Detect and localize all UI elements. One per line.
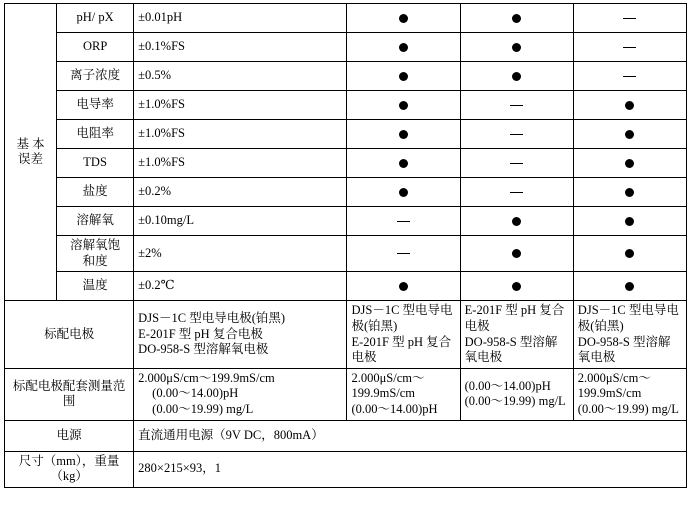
electrode-row-label: 标配电极 xyxy=(5,301,134,369)
range-line: (0.00～19.99) mg/L xyxy=(464,394,566,409)
mark-col3 xyxy=(573,178,686,207)
table-row xyxy=(5,272,687,301)
param-value: ±1.0%FS xyxy=(134,120,347,149)
param-name: 温度 xyxy=(57,272,134,301)
range-line: (0.00～14.00)pH xyxy=(152,386,239,401)
dash-icon xyxy=(623,76,636,77)
electrode-cell-4 xyxy=(573,301,686,369)
dot-icon xyxy=(625,159,634,168)
mark-col1 xyxy=(347,236,460,272)
table-row xyxy=(5,62,687,91)
dot-icon xyxy=(512,72,521,81)
param-name: 电阻率 xyxy=(57,120,134,149)
param-value: ±2% xyxy=(134,236,347,272)
dash-icon xyxy=(397,221,410,222)
mark-col1 xyxy=(347,33,460,62)
dash-icon xyxy=(510,134,523,135)
size-row-value: 280×215×93，1 xyxy=(134,451,687,487)
param-name: 盐度 xyxy=(57,178,134,207)
table-row-power xyxy=(5,420,687,451)
electrode-line: DO-958-S 型溶解氧电极 xyxy=(138,342,269,357)
param-value: ±1.0%FS xyxy=(134,149,347,178)
mark-col1 xyxy=(347,62,460,91)
electrode-line: DO-958-S 型溶解氧电极 xyxy=(577,334,671,365)
dash-icon xyxy=(397,253,410,254)
electrode-line: DJS－1C 型电导电极(铂黑) xyxy=(351,303,453,333)
mark-col3 xyxy=(573,62,686,91)
table-row xyxy=(5,91,687,120)
size-label-line1: 尺寸（mm），重量 xyxy=(18,453,120,468)
dot-icon xyxy=(625,282,634,291)
mark-col3 xyxy=(573,272,686,301)
dash-icon xyxy=(510,105,523,106)
electrode-line: E-201F 型 pH 复合电极 xyxy=(351,334,452,365)
table-row xyxy=(5,207,687,236)
mark-col3 xyxy=(573,149,686,178)
mark-col3 xyxy=(573,207,686,236)
mark-col1 xyxy=(347,207,460,236)
dot-icon xyxy=(625,101,634,110)
mark-col2 xyxy=(460,120,573,149)
param-name: ORP xyxy=(57,33,134,62)
table-row xyxy=(5,4,687,33)
param-value: ±0.2℃ xyxy=(134,272,347,301)
dot-icon xyxy=(399,282,408,291)
mark-col2 xyxy=(460,236,573,272)
dot-icon xyxy=(512,14,521,23)
mark-col2 xyxy=(460,149,573,178)
mark-col2 xyxy=(460,207,573,236)
dot-icon xyxy=(399,159,408,168)
mark-col2 xyxy=(460,33,573,62)
electrode-cell-1 xyxy=(134,301,347,369)
specification-table xyxy=(4,3,687,488)
range-row-label: 标配电极配套测量范围 xyxy=(5,368,134,420)
range-cell-3 xyxy=(460,368,573,420)
dot-icon xyxy=(625,249,634,258)
electrode-cell-3 xyxy=(460,301,573,369)
dash-icon xyxy=(623,47,636,48)
param-name: 溶解氧 xyxy=(57,207,134,236)
param-value: ±0.10mg/L xyxy=(134,207,347,236)
mark-col1 xyxy=(347,272,460,301)
range-line: (0.00～19.99) mg/L xyxy=(577,402,679,416)
mark-col1 xyxy=(347,149,460,178)
electrode-line: DJS－1C 型电导电极(铂黑) xyxy=(138,311,286,326)
mark-col2 xyxy=(460,62,573,91)
dot-icon xyxy=(512,43,521,52)
param-name: TDS xyxy=(57,149,134,178)
dot-icon xyxy=(625,130,634,139)
spec-sheet xyxy=(0,3,691,522)
table-row-electrodes xyxy=(5,301,687,369)
size-label-line2: （kg） xyxy=(50,469,88,484)
table-row xyxy=(5,33,687,62)
dot-icon xyxy=(625,188,634,197)
basic-error-line2: 误差 xyxy=(18,152,44,167)
param-value: ±0.5% xyxy=(134,62,347,91)
range-line: (0.00～19.99) mg/L xyxy=(152,402,254,416)
table-row xyxy=(5,178,687,207)
dot-icon xyxy=(512,282,521,291)
dot-icon xyxy=(399,101,408,110)
dot-icon xyxy=(399,14,408,23)
dot-icon xyxy=(399,130,408,139)
size-row-label xyxy=(5,451,134,487)
mark-col2 xyxy=(460,91,573,120)
param-name xyxy=(57,236,134,272)
table-row-size xyxy=(5,451,687,487)
mark-col1 xyxy=(347,178,460,207)
param-name: 电导率 xyxy=(57,91,134,120)
basic-error-line1: 基 本 xyxy=(16,136,45,151)
range-cell-4 xyxy=(573,368,686,420)
range-cell-2 xyxy=(347,368,460,420)
mark-col3 xyxy=(573,91,686,120)
param-name-line2: 和度 xyxy=(82,253,108,268)
dash-icon xyxy=(510,163,523,164)
dot-icon xyxy=(399,43,408,52)
dot-icon xyxy=(625,217,634,226)
range-line: (0.00～14.00)pH xyxy=(464,378,551,393)
mark-col1 xyxy=(347,120,460,149)
mark-col2 xyxy=(460,4,573,33)
param-value: ±1.0%FS xyxy=(134,91,347,120)
mark-col2 xyxy=(460,272,573,301)
mark-col1 xyxy=(347,4,460,33)
table-row xyxy=(5,236,687,272)
table-row xyxy=(5,120,687,149)
mark-col1 xyxy=(347,91,460,120)
electrode-line: E-201F 型 pH 复合电极 xyxy=(138,326,263,341)
param-value: ±0.2% xyxy=(134,178,347,207)
param-value: ±0.1%FS xyxy=(134,33,347,62)
range-line: 2.000μS/cm～199.9mS/cm xyxy=(351,370,425,401)
dot-icon xyxy=(399,188,408,197)
power-row-label: 电源 xyxy=(5,420,134,451)
dot-icon xyxy=(512,249,521,258)
mark-col3 xyxy=(573,4,686,33)
mark-col2 xyxy=(460,178,573,207)
range-line: 2.000μS/cm～199.9mS/cm xyxy=(577,370,651,401)
param-value: ±0.01pH xyxy=(134,4,347,33)
dot-icon xyxy=(512,217,521,226)
param-name: 离子浓度 xyxy=(57,62,134,91)
dot-icon xyxy=(399,72,408,81)
electrode-line: E-201F 型 pH 复合电极 xyxy=(464,303,565,333)
mark-col3 xyxy=(573,33,686,62)
range-line: (0.00～14.00)pH xyxy=(351,402,438,416)
electrode-line: DJS－1C 型电导电极(铂黑) xyxy=(577,303,679,333)
basic-error-label xyxy=(5,4,57,301)
param-name: pH/ pX xyxy=(57,4,134,33)
range-cell-1 xyxy=(134,368,347,420)
dash-icon xyxy=(623,18,636,19)
param-name-line1: 溶解氧饱 xyxy=(70,238,121,252)
power-row-value: 直流通用电源（9V DC，800mA） xyxy=(134,420,687,451)
dash-icon xyxy=(510,192,523,193)
mark-col3 xyxy=(573,236,686,272)
electrode-cell-2 xyxy=(347,301,460,369)
range-line: 2.000μS/cm～199.9mS/cm xyxy=(138,370,275,385)
table-row-ranges xyxy=(5,368,687,420)
table-row xyxy=(5,149,687,178)
mark-col3 xyxy=(573,120,686,149)
electrode-line: DO-958-S 型溶解氧电极 xyxy=(464,334,558,365)
